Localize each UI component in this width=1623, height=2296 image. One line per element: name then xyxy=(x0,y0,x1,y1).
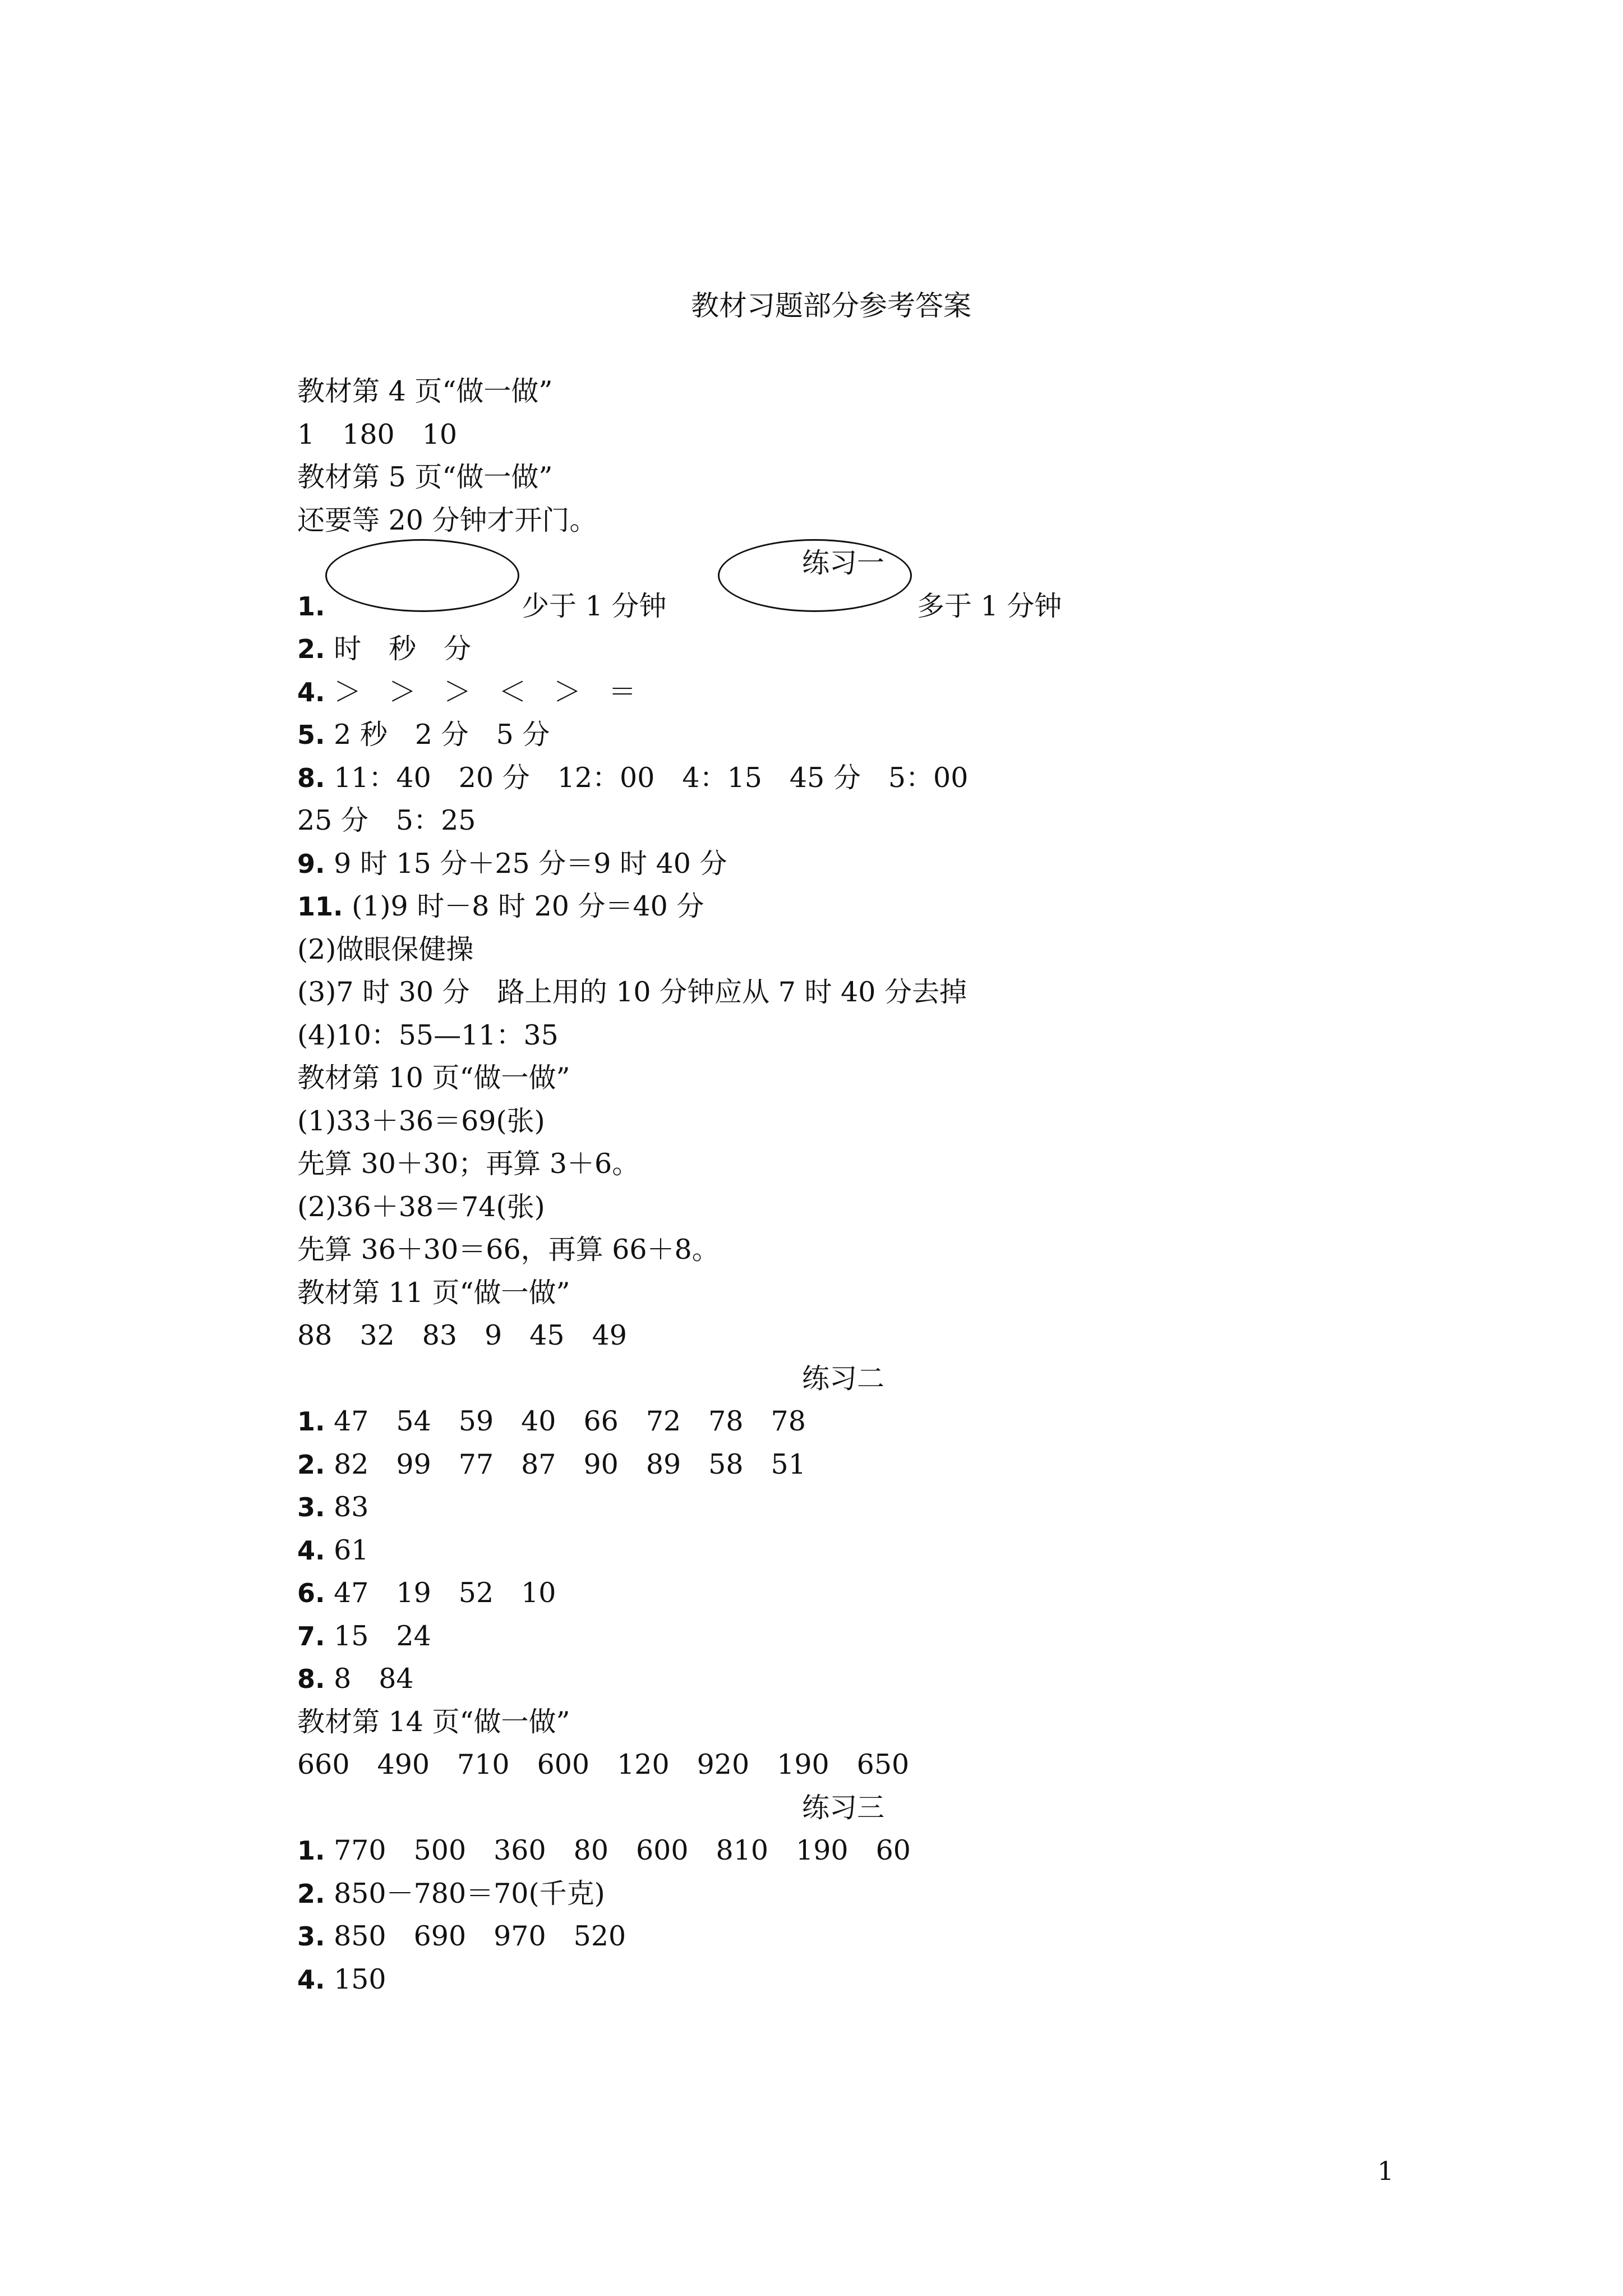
item-text: 9 时 15 分＋25 分＝9 时 40 分 xyxy=(334,847,727,880)
item-number: 1. xyxy=(297,1406,325,1437)
answer-item-ovals xyxy=(297,585,1419,628)
text-line: 660 490 710 600 120 920 190 650 xyxy=(297,1749,910,1780)
item-number: 9. xyxy=(297,848,325,879)
answer-item xyxy=(297,671,1419,714)
text-line: 先算 30＋30；再算 3＋6。 xyxy=(297,1148,640,1180)
item-text: 2 秒 2 分 5 分 xyxy=(334,719,550,751)
item-text: 11：40 20 分 12：00 4：15 45 分 5：00 xyxy=(334,761,969,794)
oval-label: 少于 1 分钟 xyxy=(522,590,667,622)
answer-item xyxy=(297,843,1419,886)
section-heading: 练习三 xyxy=(802,1791,885,1824)
item-number: 2. xyxy=(297,634,325,664)
item-text: 150 xyxy=(334,1963,386,1995)
item-number: 1. xyxy=(297,591,325,622)
answer-item xyxy=(297,1829,1419,1872)
text-line: 教材第 14 页“做一做” xyxy=(297,1705,570,1738)
item-number: 2. xyxy=(297,1449,325,1480)
text-line: 教材第 10 页“做一做” xyxy=(297,1062,570,1094)
item-text: 8 84 xyxy=(334,1663,414,1695)
item-text: 83 xyxy=(334,1491,369,1523)
item-number: 3. xyxy=(297,1492,325,1522)
item-number: 8. xyxy=(297,1664,325,1694)
item-text: 61 xyxy=(334,1534,369,1566)
answer-item xyxy=(297,1615,1419,1658)
item-text: 850 690 970 520 xyxy=(334,1920,626,1952)
answer-item xyxy=(297,757,1419,800)
oval-label: 多于 1 分钟 xyxy=(917,590,1062,622)
answer-item xyxy=(297,1443,1419,1487)
answer-item xyxy=(297,1915,1419,1958)
answer-item xyxy=(297,1872,1419,1916)
text-line: 教材第 11 页“做一做” xyxy=(297,1276,570,1309)
text-line: 1 180 10 xyxy=(297,418,458,450)
item-number: 6. xyxy=(297,1578,325,1608)
item-number: 5. xyxy=(297,720,325,750)
section-heading: 练习二 xyxy=(802,1362,885,1395)
item-number: 1. xyxy=(297,1835,325,1866)
document-title: 教材习题部分参考答案 xyxy=(691,289,971,322)
page-number: 1 xyxy=(1377,2156,1394,2186)
item-text: 时 秒 分 xyxy=(334,633,472,665)
item-number: 11. xyxy=(297,891,343,922)
answer-item xyxy=(297,1486,1419,1529)
item-number: 8. xyxy=(297,762,325,793)
answer-item xyxy=(297,1400,1419,1443)
item-number: 7. xyxy=(297,1621,325,1651)
item-text: 770 500 360 80 600 810 190 60 xyxy=(334,1834,911,1866)
text-line: 教材第 5 页“做一做” xyxy=(297,461,553,493)
item-number: 4. xyxy=(297,1535,325,1566)
item-number: 3. xyxy=(297,1921,325,1952)
answer-item xyxy=(297,628,1419,671)
text-line: (1)33＋36＝69(张) xyxy=(297,1105,545,1137)
answer-item xyxy=(297,1658,1419,1701)
item-text: 15 24 xyxy=(334,1619,431,1652)
item-text: (1)9 时－8 时 20 分＝40 分 xyxy=(352,890,704,922)
answer-item xyxy=(297,885,1419,928)
blank-oval xyxy=(718,539,912,612)
answer-item xyxy=(297,1958,1419,2001)
item-number: 4. xyxy=(297,677,325,707)
text-line: 88 32 83 9 45 49 xyxy=(297,1319,627,1351)
text-line: 25 分 5：25 xyxy=(297,804,476,836)
item-text: 47 19 52 10 xyxy=(334,1577,556,1609)
text-line: (4)10：55—11：35 xyxy=(297,1019,559,1051)
item-text: ＞ ＞ ＞ ＜ ＞ ＝ xyxy=(334,675,637,708)
section-heading: 练习一 xyxy=(802,547,885,579)
answer-list xyxy=(297,370,1419,2001)
answer-item xyxy=(297,1572,1419,1615)
item-text: 82 99 77 87 90 89 58 51 xyxy=(334,1448,806,1480)
text-line: (2)36＋38＝74(张) xyxy=(297,1190,545,1223)
text-line: 教材第 4 页“做一做” xyxy=(297,375,553,407)
text-line: (2)做眼保健操 xyxy=(297,933,474,965)
item-number: 4. xyxy=(297,1964,325,1995)
blank-oval xyxy=(325,539,519,612)
item-text: 47 54 59 40 66 72 78 78 xyxy=(334,1405,806,1437)
item-text: 850－780＝70(千克) xyxy=(334,1877,605,1910)
text-line: 还要等 20 分钟才开门。 xyxy=(297,504,597,536)
item-number: 2. xyxy=(297,1878,325,1909)
text-line: 先算 36＋30＝66，再算 66＋8。 xyxy=(297,1234,720,1266)
answer-item xyxy=(297,1529,1419,1572)
text-line: (3)7 时 30 分 路上用的 10 分钟应从 7 时 40 分去掉 xyxy=(297,976,967,1008)
answer-item xyxy=(297,714,1419,757)
